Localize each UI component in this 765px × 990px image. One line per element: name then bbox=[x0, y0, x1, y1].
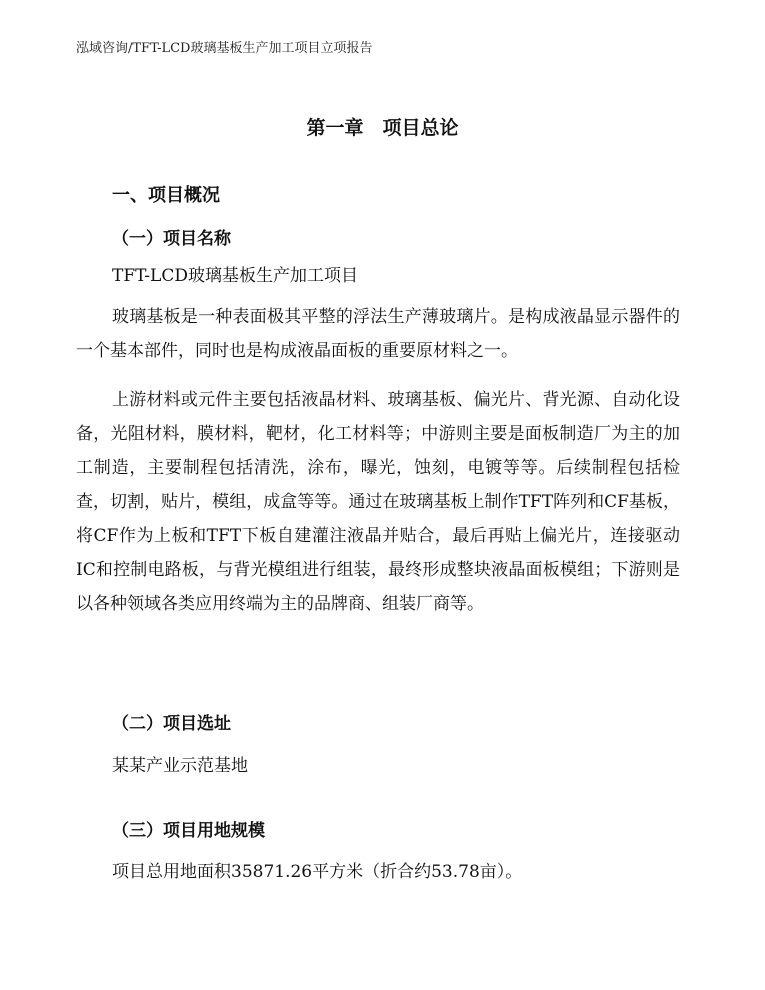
paragraph-industry-chain: 上游材料或元件主要包括液晶材料、玻璃基板、偏光片、背光源、自动化设备，光阻材料，膜材料，靶材，化工材料等；中游则主要是面板制造厂为主的加工制造，主要制程包括清洗，涂布，曝光，蚀刻，电镀等等。后续制程包括检查，切割，贴片，模组，成盒等等。通过在玻璃基板上制作TFT阵列和CF基板，将CF作为上板和TFT下板自建灌注液晶并贴合，最后再贴上偏光片，连接驱动IC和控制电路板，与背光模组进行组装，最终形成整块液晶面板模组；下游则是以各种领域各类应用终端为主的品牌商、组装厂商等。 bbox=[76, 390, 680, 614]
project-name-value: TFT-LCD玻璃基板生产加工项目 bbox=[112, 266, 358, 286]
paragraph-glass-substrate-definition: 玻璃基板是一种表面极其平整的浮法生产薄玻璃片。是构成液晶显示器件的一个基本部件，同时也是构成液晶面板的重要原材料之一。 bbox=[76, 307, 680, 361]
subsection-heading-project-name: （一）项目名称 bbox=[112, 229, 231, 249]
subsection-heading-land-scale: （三）项目用地规模 bbox=[112, 821, 265, 841]
subsection-heading-project-site: （二）项目选址 bbox=[112, 714, 231, 734]
chapter-title: 第一章 项目总论 bbox=[306, 117, 459, 139]
land-scale-value: 项目总用地面积35871.26平方米（折合约53.78亩）。 bbox=[112, 862, 523, 882]
page-header: 泓域咨询/TFT-LCD玻璃基板生产加工项目立项报告 bbox=[76, 41, 373, 56]
section-heading-project-overview: 一、项目概况 bbox=[112, 185, 220, 206]
project-site-value: 某某产业示范基地 bbox=[112, 756, 248, 776]
